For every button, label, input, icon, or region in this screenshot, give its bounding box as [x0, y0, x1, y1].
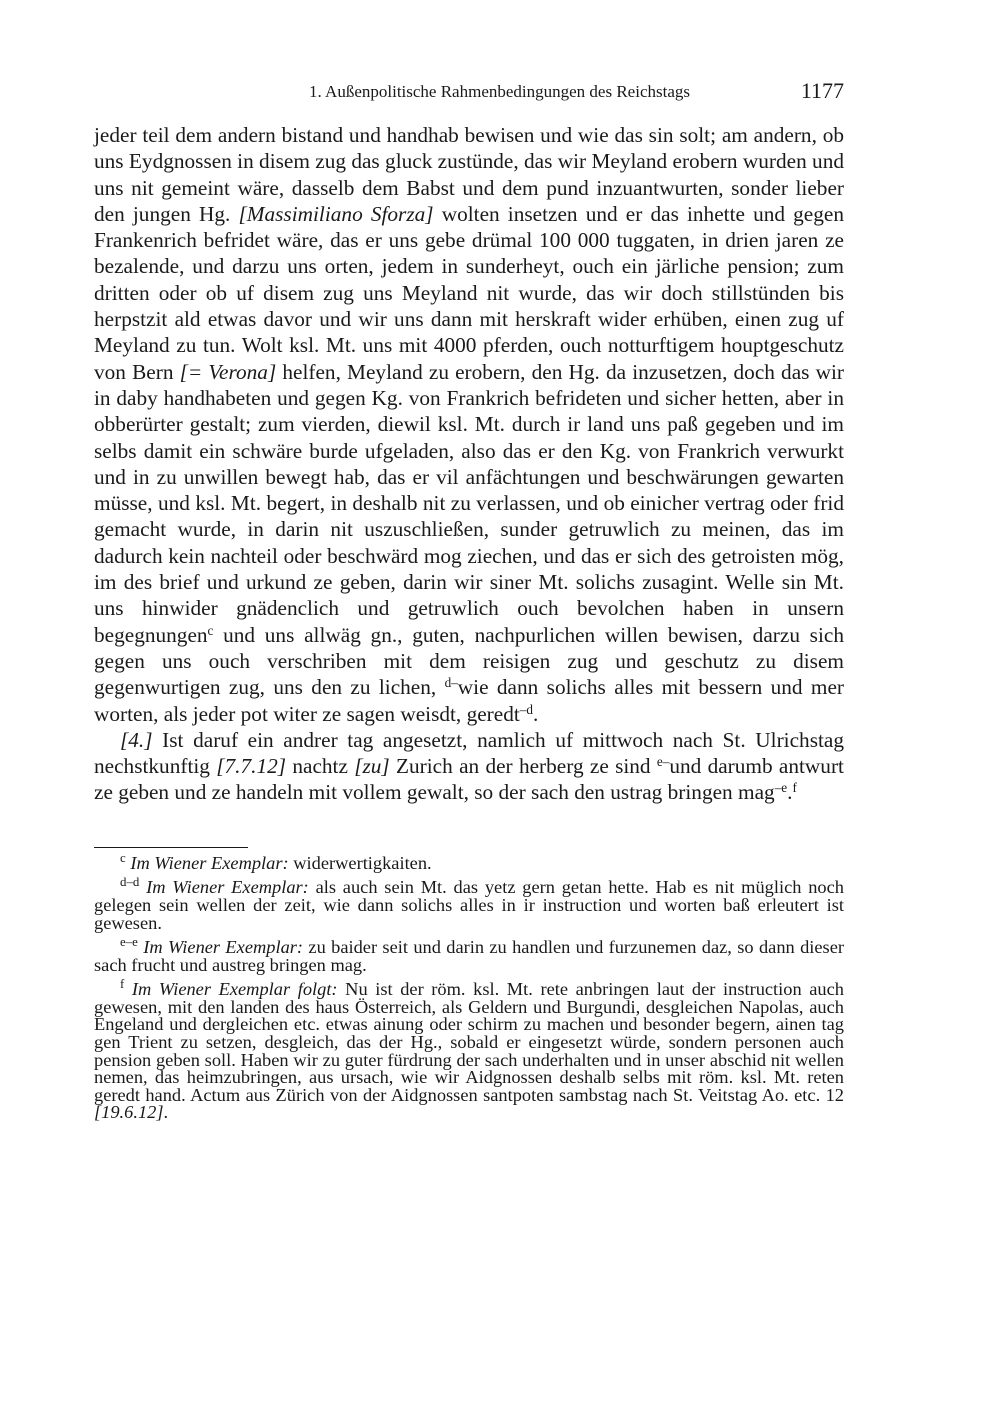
section-number: [4.] — [120, 727, 153, 752]
footnote-source: Im Wiener Exemplar: — [130, 852, 289, 873]
text-run: wie dann solichs alles mit bessern und mer worten, als jeder pot witer ze sagen weisdt, geredt — [94, 675, 844, 726]
text-run: und uns allwäg gn., guten, nachpurlichen willen bewisen, darzu sich gegen uns ouch verschriben mit dem reisigen zug und geschutz zu disem gegenwurtigen zug, uns den zu lichen, — [94, 622, 844, 700]
text-run: Zurich an der herberg ze sind — [389, 754, 657, 779]
footnote-text: zu baider seit und darin zu handlen und furzunemen daz, so dann dieser sach frucht und austreg bringen mag. — [94, 937, 844, 975]
document-page — [94, 78, 844, 1129]
paragraph-1 — [94, 122, 844, 727]
page-number: 1177 — [800, 78, 844, 103]
footnote-e — [94, 935, 844, 975]
footnote-text: Nu ist der röm. ksl. Mt. rete anbringen laut der instruction auch gewesen, mit den landen des haus Österreich, als Geldern und Burgundi, desgleichen Napolas, auch Engeland und dergleichen etc. etwas ainung oder schirm zu machen und besonder begern, ainen tag gen Trient zu setzen, desgleich, das der Hg., sobald er eingesetzt würde, sondern personen auch pension geben soll. Haben wir zu guter fürdrung der sach underhalten und in unser abschid nit wellen nemen, das heimzubringen, aus ursach, wie wir Aidgnossen deshalb selbs mit röm. ksl. Mt. reten geredt hand. Actum aus Zürich von der Aidgnossen santpoten sambstag nach St. Veitstag Ao. etc. 12 — [94, 979, 844, 1105]
text-run: . — [787, 780, 793, 805]
footnote-source: Im Wiener Exemplar: — [143, 937, 304, 958]
footnote-source: Im Wiener Exemplar folgt: — [131, 979, 338, 1000]
editorial-date: [19.6.12] — [94, 1102, 164, 1123]
footnote-label: d–d — [120, 875, 140, 890]
running-title: 1. Außenpolitische Rahmenbedingungen des Reichstags — [308, 82, 690, 101]
text-run: wolten insetzen und er das inhette und gegen Frankenrich befridet wäre, das er uns gebe drümal 100 000 tuggaten, in drien jaren ze bezalende, und darzu uns orten, jedem in sunderheyt, ouch ein järliche pension; zum dritten oder ob uf disem zug uns Meyland nit wurde, das wir doch stillstünden bis herpstzit ald etwas davor und wir uns dann mit herskraft wider erhüben, einen zug uf Meyland zu tun. Wolt ksl. Mt. uns mit 4000 pferden, ouch notturftigem houptgeschutz von Bern — [94, 201, 844, 384]
footnote-label: f — [120, 977, 125, 992]
footnote-d — [94, 875, 844, 933]
footnote-f — [94, 977, 844, 1123]
footnote-source: Im Wiener Exemplar: — [146, 877, 309, 898]
footnote-marker: –d — [519, 701, 533, 717]
editorial-insertion: [zu] — [354, 754, 390, 779]
text-run: nachtz — [286, 754, 355, 779]
text-run: helfen, Meyland zu erobern, den Hg. da inzusetzen, doch das wir in daby handhabeten und gegen Kg. von Frankrich befrideten und sicher hetten, aber in obberürter gestalt; zum vierden, diewil ksl. Mt. durch ir land uns paß gegeben und im selbs damit ein schwäre burde ufgeladen, also das er den Kg. von Frankrich verwurkt und in zu unwillen bewegt hab, das er vil anfächtungen und beschwärungen gewarten müsse, und ksl. Mt. begert, in deshalb nit zu verlassen, und ob einicher vertrag oder frid gemacht wurde, in darin nit uszuschließen, sunder getruwlich zu meinen, das im dadurch kein nachteil oder beschwärd mog ziechen, und das er sich des getroisten mög, im des brief und urkund ze geben, darin wir siner Mt. solichs zusagint. Welle sin Mt. uns hinwider gnädenclich und getruwlich ouch bevolchen haben in unsern begegnungen — [94, 359, 844, 647]
footnote-marker: d– — [444, 674, 458, 690]
footnote-c — [94, 850, 844, 873]
footnote-divider — [94, 847, 248, 848]
main-text — [94, 122, 844, 806]
footnote-label: e–e — [120, 935, 138, 950]
footnote-text: als auch sein Mt. das yetz gern getan hette. Hab es nit müglich noch gelegen sein wellen der zeit, wie dann solichs alles in ir instruction und worten baß erleutert ist gewesen. — [94, 877, 844, 933]
text-run: jeder teil dem andern bistand und handhab bewisen und wie das sin solt; am andern, ob uns Eydgnossen in disem zug das gluck zustünde, das wir Meyland erobern wurden und uns nit gemeint wäre, dasselb dem Babst und dem pund inzuantwurten, sonder lieber den jungen Hg. — [94, 123, 844, 226]
footnote-text: widerwertigkaiten. — [288, 852, 432, 873]
footnotes — [94, 850, 844, 1123]
text-run: und darumb antwurt ze geben und ze handeln mit vollem gewalt, so der sach den ustrag bringen mag — [94, 754, 844, 805]
paragraph-2 — [94, 727, 844, 806]
editorial-insertion: [Massimiliano Sforza] — [238, 201, 434, 226]
footnote-marker: –e — [774, 780, 788, 796]
editorial-date: [7.7.12] — [216, 754, 287, 779]
page-header — [94, 78, 844, 108]
footnote-marker: c — [207, 622, 214, 638]
footnote-marker: f — [792, 780, 797, 796]
footnote-marker: e– — [656, 753, 670, 769]
text-run: . — [532, 701, 539, 726]
editorial-insertion: [= Verona] — [179, 359, 277, 384]
footnote-label: c — [120, 850, 126, 865]
text-run: Ist daruf ein andrer tag angesetzt, namlich uf mittwoch nach St. Ulrichstag nechstkunftig — [94, 727, 844, 779]
footnote-text: . — [163, 1102, 169, 1123]
